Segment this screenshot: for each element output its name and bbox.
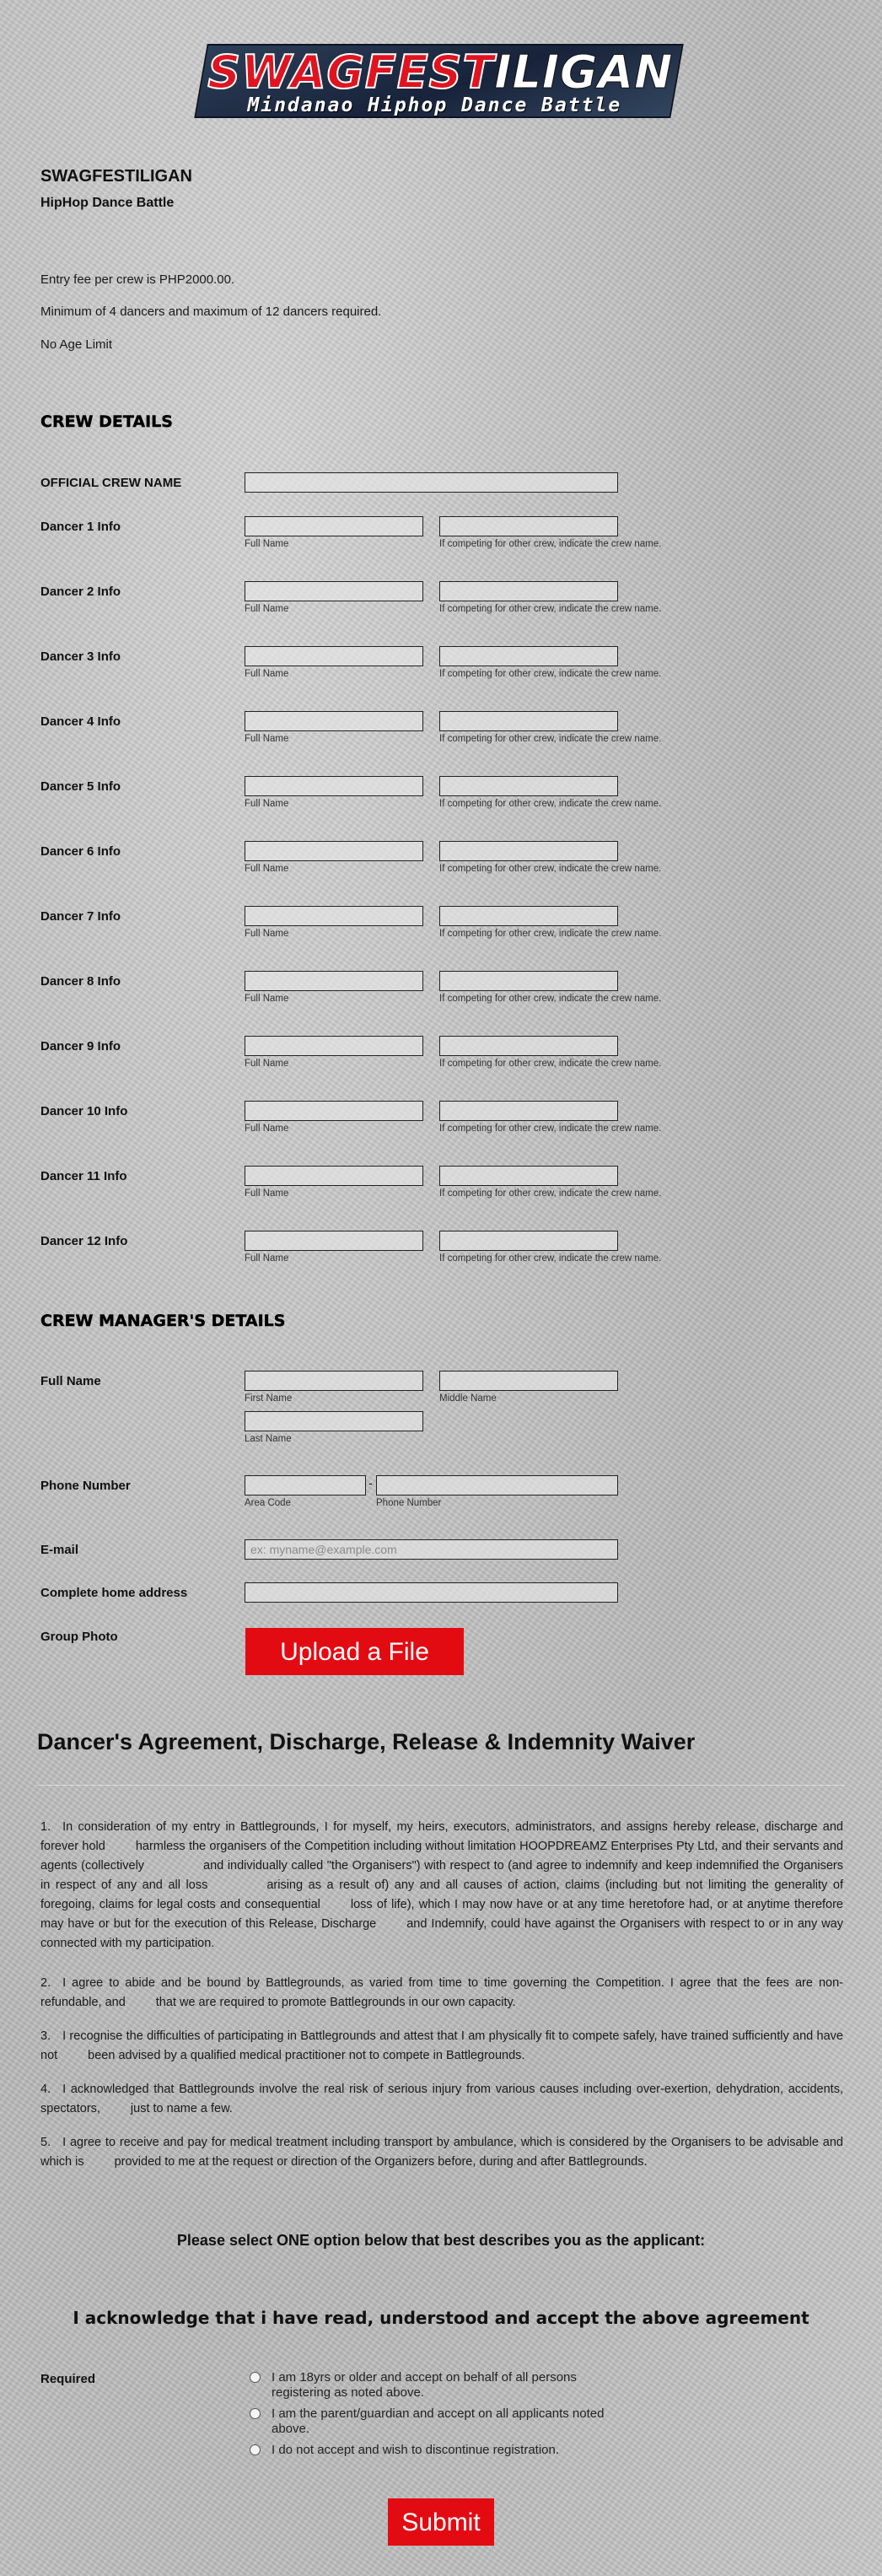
other-crew-sublabel: If competing for other crew, indicate the crew name.: [439, 1253, 662, 1264]
dancer-label: Dancer 1 Info: [40, 520, 121, 534]
form-subtitle: HipHop Dance Battle: [40, 196, 175, 210]
area-code-sublabel: Area Code: [245, 1498, 291, 1508]
entry-fee-text: Entry fee per crew is PHP2000.00.: [40, 272, 235, 287]
dancer-other-crew-input[interactable]: [439, 516, 618, 536]
other-crew-sublabel: If competing for other crew, indicate the crew name.: [439, 669, 662, 679]
dancer-other-crew-input[interactable]: [439, 971, 618, 991]
other-crew-sublabel: If competing for other crew, indicate the crew name.: [439, 1124, 662, 1134]
option-adult-accept[interactable]: I am 18yrs or older and accept on behalf of all persons registering as noted above.: [250, 2370, 637, 2402]
other-crew-sublabel: If competing for other crew, indicate the crew name.: [439, 994, 662, 1004]
full-name-sublabel: Full Name: [245, 1124, 289, 1134]
other-crew-sublabel: If competing for other crew, indicate the crew name.: [439, 929, 662, 939]
age-limit-text: No Age Limit: [40, 337, 113, 352]
dancer-full-name-input[interactable]: [245, 516, 423, 536]
full-name-sublabel: Full Name: [245, 539, 289, 549]
crew-details-heading: CREW DETAILS: [40, 412, 173, 431]
waiver-paragraph-2: 2. I agree to abide and be bound by Battlegrounds, as varied from time to time governing the Competition. I agree that the fees are non-refundable, and that we are required to promote Battlegrounds in our own capacity.: [40, 1976, 843, 2009]
other-crew-sublabel: If competing for other crew, indicate the crew name.: [439, 604, 662, 614]
dancer-other-crew-input[interactable]: [439, 581, 618, 601]
other-crew-sublabel: If competing for other crew, indicate the crew name.: [439, 864, 662, 874]
dancer-full-name-input[interactable]: [245, 711, 423, 731]
dancer-label: Dancer 5 Info: [40, 779, 121, 794]
waiver-divider: [37, 1785, 845, 1786]
full-name-sublabel: Full Name: [245, 669, 289, 679]
full-name-sublabel: Full Name: [245, 1188, 289, 1199]
other-crew-sublabel: If competing for other crew, indicate the crew name.: [439, 1059, 662, 1069]
crew-name-input[interactable]: [245, 472, 618, 493]
phone-label: Phone Number: [40, 1479, 131, 1493]
dancer-label: Dancer 11 Info: [40, 1169, 127, 1183]
other-crew-sublabel: If competing for other crew, indicate the crew name.: [439, 734, 662, 744]
dancer-label: Dancer 12 Info: [40, 1234, 128, 1248]
dancer-label: Dancer 3 Info: [40, 649, 121, 664]
full-name-sublabel: Full Name: [245, 929, 289, 939]
dancer-other-crew-input[interactable]: [439, 711, 618, 731]
phone-number-input[interactable]: [376, 1475, 618, 1495]
dancer-full-name-input[interactable]: [245, 1166, 423, 1186]
option-decline[interactable]: I do not accept and wish to discontinue registration.: [250, 2443, 637, 2460]
upload-file-button[interactable]: Upload a File: [245, 1628, 464, 1675]
waiver-paragraph-3: 3. I recognise the difficulties of participating in Battlegrounds and attest that I am physically fit to compete safely, have trained sufficiently and have not been advised by a qualified medical practitioner not to compete in Battlegrounds.: [40, 2029, 843, 2062]
dancer-full-name-input[interactable]: [245, 1101, 423, 1121]
last-name-input[interactable]: [245, 1411, 423, 1431]
middle-name-input[interactable]: [439, 1371, 618, 1391]
form-title: SWAGFESTILIGAN: [40, 167, 192, 186]
waiver-paragraph-4: 4. I acknowledged that Battlegrounds involve the real risk of serious injury from various causes including over-exertion, dehydration, accidents, spectators, just to name a few.: [40, 2083, 843, 2115]
dancer-full-name-input[interactable]: [245, 841, 423, 861]
address-label: Complete home address: [40, 1586, 188, 1600]
radio-button[interactable]: [250, 2372, 261, 2383]
dancer-label: Dancer 9 Info: [40, 1039, 121, 1054]
dancer-other-crew-input[interactable]: [439, 1101, 618, 1121]
first-name-input[interactable]: [245, 1371, 423, 1391]
dancer-label: Dancer 7 Info: [40, 909, 121, 924]
crew-manager-heading: CREW MANAGER'S DETAILS: [40, 1312, 286, 1330]
dancer-full-name-input[interactable]: [245, 776, 423, 796]
email-input[interactable]: [245, 1539, 618, 1560]
full-name-sublabel: Full Name: [245, 1253, 289, 1264]
crew-name-label: OFFICIAL CREW NAME: [40, 476, 182, 490]
email-label: E-mail: [40, 1543, 79, 1557]
dancer-other-crew-input[interactable]: [439, 841, 618, 861]
full-name-sublabel: Full Name: [245, 604, 289, 614]
full-name-sublabel: Full Name: [245, 1059, 289, 1069]
address-input[interactable]: [245, 1582, 618, 1603]
dancer-label: Dancer 4 Info: [40, 714, 121, 729]
phone-separator: -: [368, 1476, 373, 1490]
applicant-option-heading: Please select ONE option below that best describes you as the applicant:: [176, 2232, 706, 2249]
full-name-sublabel: Full Name: [245, 799, 289, 809]
last-name-sublabel: Last Name: [245, 1434, 292, 1444]
other-crew-sublabel: If competing for other crew, indicate the crew name.: [439, 1188, 662, 1199]
dancer-other-crew-input[interactable]: [439, 1231, 618, 1251]
middle-name-sublabel: Middle Name: [439, 1393, 497, 1404]
dancer-full-name-input[interactable]: [245, 1231, 423, 1251]
dancer-full-name-input[interactable]: [245, 646, 423, 666]
dancer-other-crew-input[interactable]: [439, 646, 618, 666]
dancer-count-text: Minimum of 4 dancers and maximum of 12 dancers required.: [40, 304, 382, 319]
full-name-sublabel: Full Name: [245, 734, 289, 744]
dancer-full-name-input[interactable]: [245, 971, 423, 991]
dancer-other-crew-input[interactable]: [439, 1166, 618, 1186]
group-photo-label: Group Photo: [40, 1630, 118, 1644]
dancer-full-name-input[interactable]: [245, 581, 423, 601]
waiver-paragraph-5: 5. I agree to receive and pay for medical treatment including transport by ambulance, which is considered by the Organisers to be advisable and which is provided to me at the request or direction of the Organizers before, during and after Battlegrounds.: [40, 2136, 843, 2169]
radio-button[interactable]: [250, 2444, 261, 2455]
waiver-paragraph-1: 1. In consideration of my entry in Battlegrounds, I for myself, my heirs, executors, administrators, and assigns hereby release, discharge and forever hold harmless the organisers of the Competition including without limitation HOOPDREAMZ Enterprises Pty Ltd, and their servants and agents (collectively and individually called "the Organisers") with respect to (and agree to indemnify and keep indemnified the Organisers in respect of any and all loss arising as a result of) any and all causes of action, claims (including but not limiting the generality of foregoing, claims for legal costs and consequential loss of life), which I may now have or at any time heretofore had, or at anytime therefore may have or but for the execution of this Release, Discharge and Indemnify, could have against the Organisers with respect to or in any way connected with my participation.: [40, 1820, 843, 1950]
other-crew-sublabel: If competing for other crew, indicate the crew name.: [439, 539, 662, 549]
acknowledge-heading: I acknowledge that i have read, understood and accept the above agreement: [73, 2308, 809, 2328]
radio-button[interactable]: [250, 2408, 261, 2419]
dancer-full-name-input[interactable]: [245, 1036, 423, 1056]
submit-button[interactable]: Submit: [388, 2498, 494, 2546]
dancer-other-crew-input[interactable]: [439, 776, 618, 796]
dancer-label: Dancer 6 Info: [40, 844, 121, 859]
dancer-other-crew-input[interactable]: [439, 1036, 618, 1056]
logo-title: SWAGFESTILIGAN: [207, 46, 674, 99]
dancer-label: Dancer 8 Info: [40, 974, 121, 989]
required-label: Required: [40, 2372, 96, 2386]
dancer-label: Dancer 10 Info: [40, 1104, 128, 1118]
waiver-title: Dancer's Agreement, Discharge, Release & Indemnity Waiver: [37, 1729, 696, 1754]
dancer-other-crew-input[interactable]: [439, 906, 618, 926]
dancer-label: Dancer 2 Info: [40, 585, 121, 599]
event-logo: [194, 44, 684, 118]
option-guardian-accept[interactable]: I am the parent/guardian and accept on all applicants noted above.: [250, 2406, 637, 2439]
full-name-sublabel: Full Name: [245, 864, 289, 874]
first-name-sublabel: First Name: [245, 1393, 293, 1404]
area-code-input[interactable]: [245, 1475, 366, 1495]
manager-full-name-label: Full Name: [40, 1374, 101, 1388]
logo-subtitle: Mindanao Hiphop Dance Battle: [247, 94, 622, 116]
dancer-full-name-input[interactable]: [245, 906, 423, 926]
full-name-sublabel: Full Name: [245, 994, 289, 1004]
phone-number-sublabel: Phone Number: [376, 1498, 442, 1508]
other-crew-sublabel: If competing for other crew, indicate the crew name.: [439, 799, 662, 809]
